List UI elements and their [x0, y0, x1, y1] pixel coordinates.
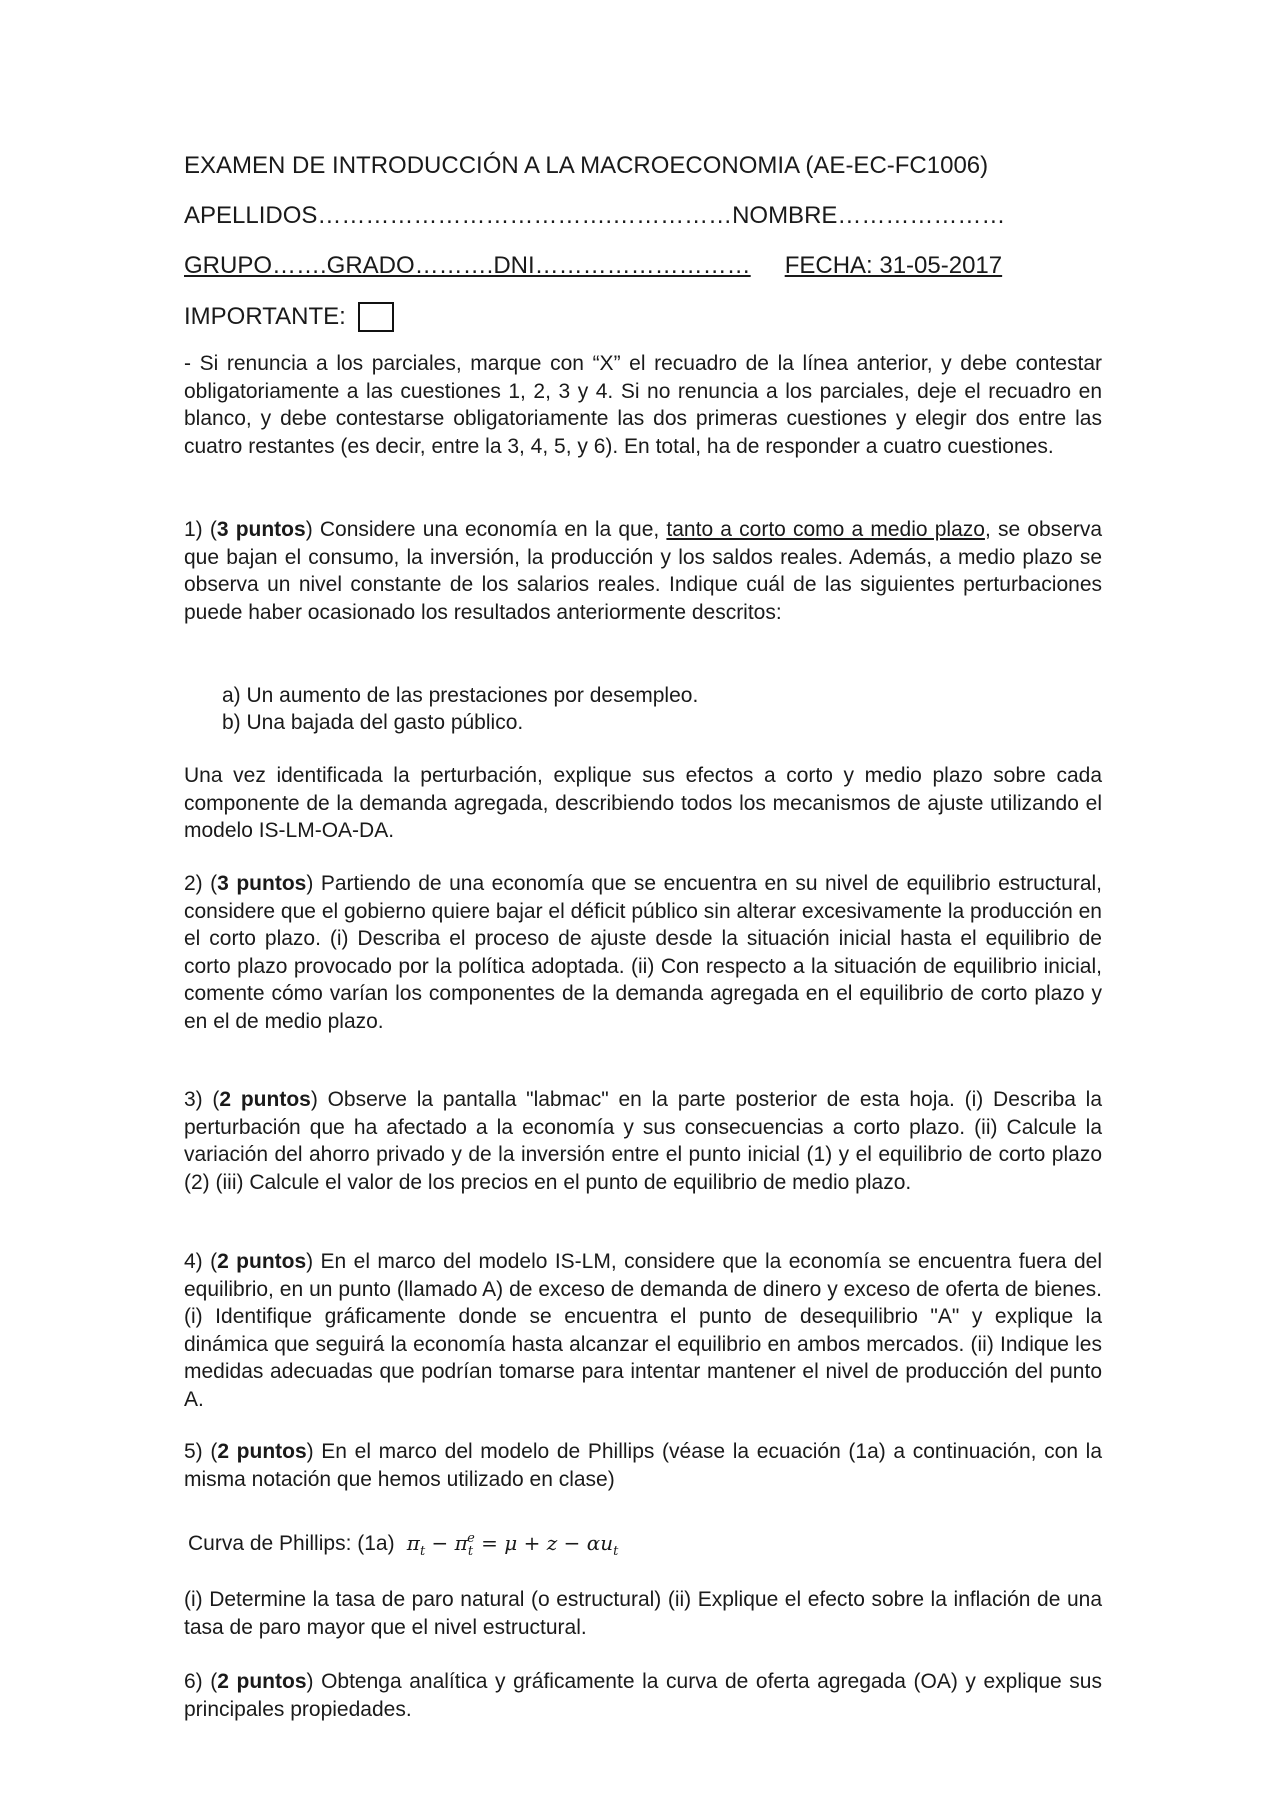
question-1: 1) (3 puntos) Considere una economía en la que, tanto a corto como a medio plazo, se observa que bajan el consumo, la inversión, la producción y los saldos reales. Además, a medio plazo se observa un nivel constante de los salarios reales. Indique cuál de las siguientes perturbaciones puede haber ocasionado los resultados anteriormente descritos:	[184, 518, 1102, 624]
question-3-points: 2 puntos	[219, 1088, 311, 1111]
phillips-formula-label: Curva de Phillips: (1a)	[188, 1532, 395, 1555]
apellidos-nombre-line: APELLIDOS……………………………….……………NOMBRE…………………	[184, 202, 1006, 229]
instructions-paragraph: - Si renuncia a los parciales, marque con “X” el recuadro de la línea anterior, y debe contestar obligatoriamente a las cuestiones 1, 2, 3 y 4. Si no renuncia a los parciales, deje el recuadro en blanco, y debe contestarse obligatoriamente las dos primeras cuestiones y elegir dos entre las cuatro restantes (es decir, entre la 3, 4, 5, y 6). En total, ha de responder a cuatro cuestiones.	[184, 352, 1102, 458]
question-4-points: 2 puntos	[217, 1250, 307, 1273]
exam-date: FECHA: 31-05-2017	[784, 252, 1003, 279]
importante-label: IMPORTANTE:	[184, 303, 346, 330]
question-1-option-a: a) Un aumento de las prestaciones por desempleo.	[222, 684, 699, 707]
phillips-equation: $\pi_t - \pi_t^e = \mu + z - \alpha u_t$	[406, 1531, 619, 1559]
phillips-formula	[188, 1531, 618, 1559]
question-6: 6) (2 puntos) Obtenga analítica y gráficamente la curva de oferta agregada (OA) y explique sus principales propiedades.	[184, 1670, 1102, 1721]
question-2-points: 3 puntos	[217, 872, 307, 895]
question-1-underlined: tanto a corto como a medio plazo	[666, 518, 985, 541]
question-5-follow-up: (i) Determine la tasa de paro natural (o estructural) (ii) Explique el efecto sobre la inflación de una tasa de paro mayor que el nivel estructural.	[184, 1588, 1102, 1639]
question-3: 3) (2 puntos) Observe la pantalla "labmac" en la parte posterior de esta hoja. (i) Describa la perturbación que ha afectado a la economía y sus consecuencias a corto plazo. (ii) Calcule la variación del ahorro privado y de la inversión entre el punto inicial (1) y el equilibrio de corto plazo (2) (iii) Calcule el valor de los precios en el punto de equilibrio de medio plazo.	[184, 1088, 1102, 1194]
question-2: 2) (3 puntos) Partiendo de una economía que se encuentra en su nivel de equilibrio estructural, considere que el gobierno quiere bajar el déficit público sin alterar excesivamente la producción en el corto plazo. (i) Describa el proceso de ajuste desde la situación inicial hasta el equilibrio de corto plazo provocado por la política adoptada. (ii) Con respecto a la situación de equilibrio inicial, comente cómo varían los componentes de la demanda agregada en el equilibrio de corto plazo y en el de medio plazo.	[184, 872, 1102, 1033]
question-4: 4) (2 puntos) En el marco del modelo IS-LM, considere que la economía se encuentra fuera del equilibrio, en un punto (llamado A) de exceso de demanda de dinero y exceso de oferta de bienes. (i) Identifique gráficamente donde se encuentra el punto de desequilibrio "A" y explique la dinámica que seguirá la economía hasta alcanzar el equilibrio en ambos mercados. (ii) Indique les medidas adecuadas que podrían tomarse para intentar mantener el nivel de producción del punto A.	[184, 1250, 1103, 1411]
grupo-grado-dni: GRUPO…….GRADO……….DNI………………………	[184, 252, 751, 279]
question-6-points: 2 puntos	[217, 1670, 307, 1693]
question-5-points: 2 puntos	[217, 1440, 307, 1463]
importante-row	[184, 302, 394, 332]
renuncia-checkbox[interactable]	[358, 302, 394, 332]
question-1-points: 3 puntos	[216, 518, 306, 541]
question-5: 5) (2 puntos) En el marco del modelo de Phillips (véase la ecuación (1a) a continuación, con la misma notación que hemos utilizado en clase)	[184, 1440, 1103, 1491]
question-1-option-b: b) Una bajada del gasto público.	[222, 711, 524, 734]
exam-title: EXAMEN DE INTRODUCCIÓN A LA MACROECONOMIA (AE-EC-FC1006)	[184, 152, 989, 179]
question-1-follow-up: Una vez identificada la perturbación, explique sus efectos a corto y medio plazo sobre cada componente de la demanda agregada, describiendo todos los mecanismos de ajuste utilizando el modelo IS-LM-OA-DA.	[184, 764, 1102, 842]
grupo-grado-dni-line	[184, 252, 1002, 280]
